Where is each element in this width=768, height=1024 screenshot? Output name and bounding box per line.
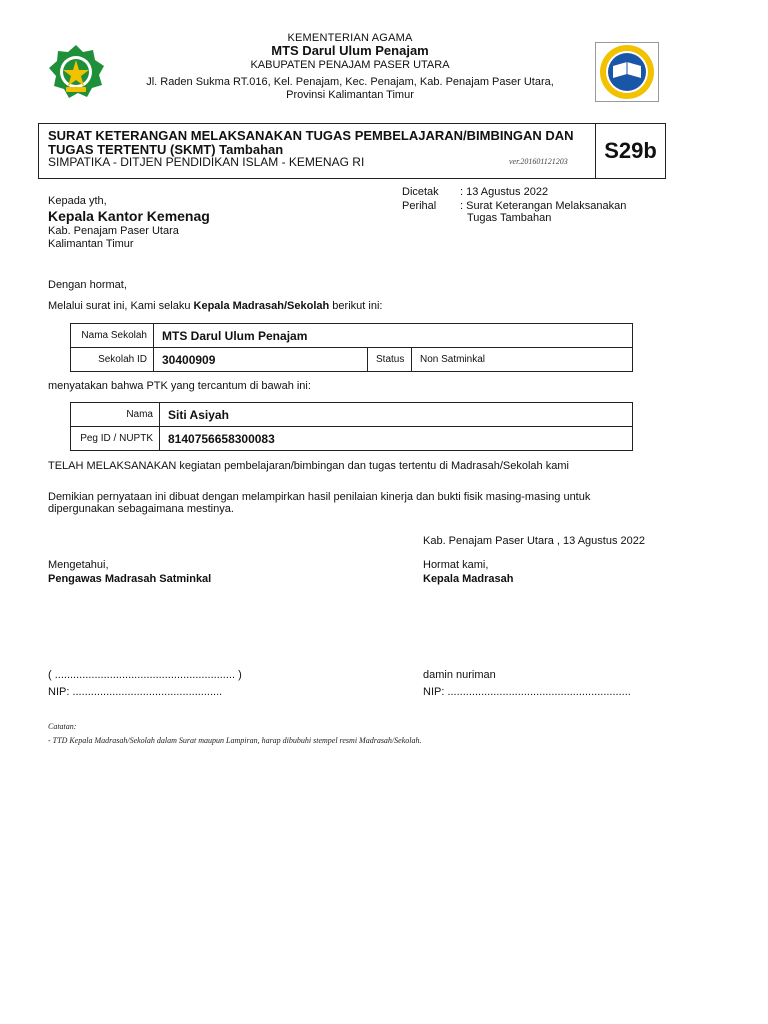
school-id-label: Sekolah ID bbox=[98, 354, 147, 365]
ministry-name: KEMENTERIAN AGAMA bbox=[287, 32, 413, 44]
ptk-id-label: Peg ID / NUPTK bbox=[80, 433, 153, 444]
supervisor-nip: NIP: ................................................. bbox=[48, 686, 223, 698]
principal-nip: NIP: ............................................................ bbox=[423, 686, 631, 698]
notes-text: - TTD Kepala Madrasah/Sekolah dalam Surat maupun Lampiran, harap dibubuhi stempel resmi Madrasah/Sekolah. bbox=[48, 736, 422, 745]
addressee-name: Kepala Kantor Kemenag bbox=[48, 208, 210, 224]
declaration-text: menyatakan bahwa PTK yang tercantum di bawah ini: bbox=[48, 380, 311, 392]
table-row bbox=[71, 324, 632, 347]
school-name-header: MTS Darul Ulum Penajam bbox=[271, 43, 429, 58]
greeting: Dengan hormat, bbox=[48, 279, 127, 291]
document-title-box bbox=[38, 123, 666, 179]
printed-date: : 13 Agustus 2022 bbox=[460, 186, 549, 198]
completion-statement: TELAH MELAKSANAKAN kegiatan pembelajaran/bimbingan dan tugas tertentu di Madrasah/Sekolah kami bbox=[48, 460, 569, 472]
ptk-name-value: Siti Asiyah bbox=[159, 403, 640, 426]
document-code: S29b bbox=[595, 124, 665, 178]
acknowledged-label: Mengetahui, bbox=[48, 559, 109, 571]
table-row bbox=[71, 347, 632, 371]
intro-suffix: berikut ini: bbox=[329, 300, 383, 312]
principal-role: Kepala Madrasah bbox=[423, 573, 514, 585]
document-version: ver.201601121203 bbox=[509, 157, 568, 166]
subject-value-line-2: Tugas Tambahan bbox=[467, 212, 552, 224]
ptk-info-table bbox=[70, 402, 633, 451]
closing-line-2: dipergunakan sebagaimana mestinya. bbox=[48, 503, 234, 515]
school-id-value: 30400909 bbox=[153, 348, 376, 371]
status-value: Non Satminkal bbox=[411, 348, 640, 371]
kemenag-logo bbox=[46, 44, 106, 100]
subject-label: Perihal bbox=[402, 200, 437, 212]
intro-text bbox=[48, 300, 382, 312]
address-line-2: Provinsi Kalimantan Timur bbox=[286, 89, 414, 101]
regards-label: Hormat kami, bbox=[423, 559, 489, 571]
region-name: KABUPATEN PENAJAM PASER UTARA bbox=[250, 59, 450, 71]
ptk-id-value: 8140756658300083 bbox=[159, 427, 640, 450]
addressee-line-1: Kab. Penajam Paser Utara bbox=[48, 225, 179, 237]
subject-value-line-1: : Surat Keterangan Melaksanakan bbox=[460, 200, 627, 212]
document-subtitle: SIMPATIKA - DITJEN PENDIDIKAN ISLAM - KEMENAG RI bbox=[48, 155, 365, 169]
addressee-label: Kepada yth, bbox=[48, 195, 107, 207]
supervisor-name-blank: ( ........................................................... ) bbox=[48, 669, 242, 681]
document-title: SURAT KETERANGAN MELAKSANAKAN TUGAS PEMBELAJARAN/BIMBINGAN DAN TUGAS TERTENTU (SKMT) Tambahan bbox=[48, 128, 574, 157]
madrasah-logo bbox=[595, 42, 659, 102]
school-name-value: MTS Darul Ulum Penajam bbox=[153, 324, 640, 347]
school-info-table bbox=[70, 323, 633, 372]
intro-role: Kepala Madrasah/Sekolah bbox=[193, 300, 330, 312]
supervisor-role: Pengawas Madrasah Satminkal bbox=[48, 573, 212, 585]
place-and-date: Kab. Penajam Paser Utara , 13 Agustus 2022 bbox=[423, 535, 645, 547]
school-name-label: Nama Sekolah bbox=[81, 330, 147, 341]
table-row bbox=[71, 426, 632, 450]
address-line-1: Jl. Raden Sukma RT.016, Kel. Penajam, Kec. Penajam, Kab. Penajam Paser Utara, bbox=[146, 76, 554, 88]
table-row bbox=[71, 403, 632, 426]
closing-line-1: Demikian pernyataan ini dibuat dengan melampirkan hasil penilaian kinerja dan bukti fisik masing-masing untuk bbox=[48, 491, 591, 503]
printed-label: Dicetak bbox=[402, 186, 439, 198]
intro-prefix: Melalui surat ini, Kami selaku bbox=[48, 300, 194, 312]
principal-name: damin nuriman bbox=[423, 669, 496, 681]
addressee-line-2: Kalimantan Timur bbox=[48, 238, 134, 250]
notes-title: Catatan: bbox=[48, 722, 77, 731]
ptk-name-label: Nama bbox=[126, 409, 153, 420]
status-label: Status bbox=[367, 348, 420, 371]
